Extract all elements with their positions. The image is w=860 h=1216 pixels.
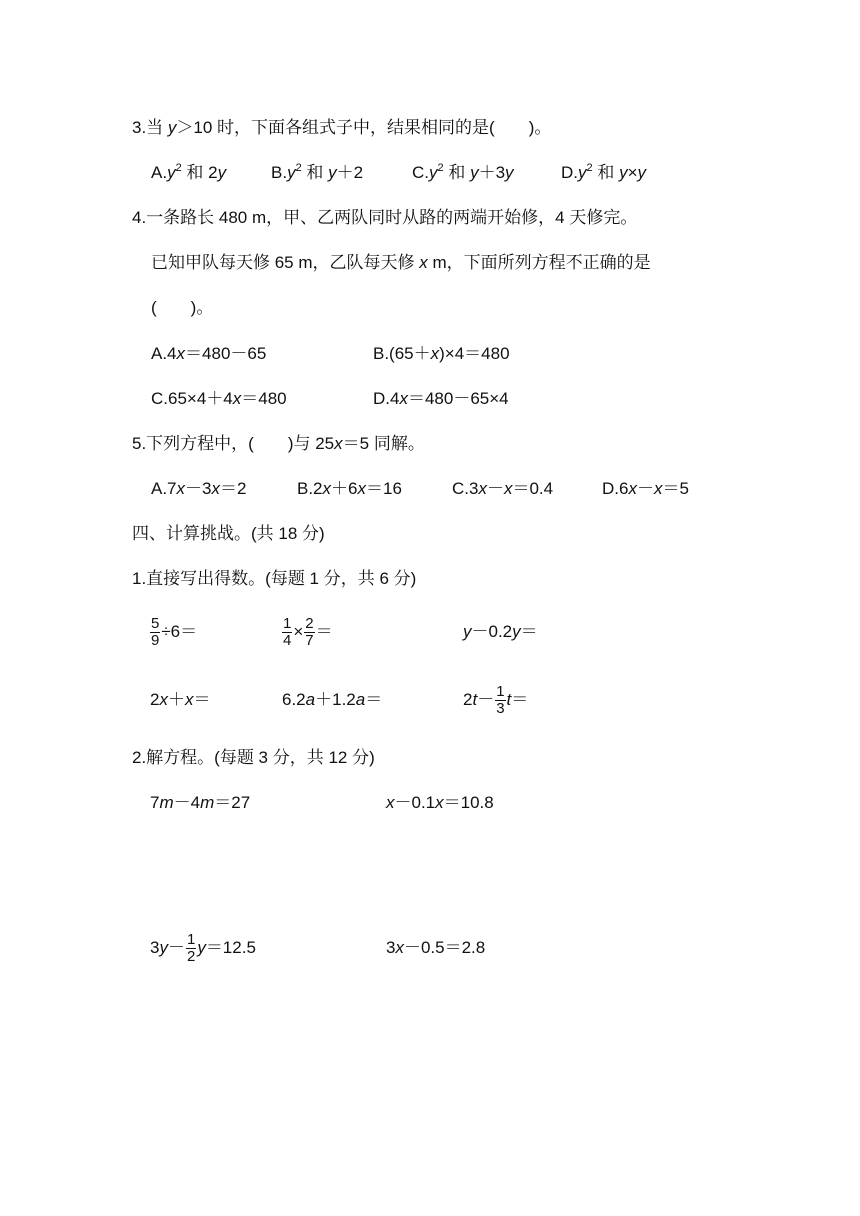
q5-option-a: A.7x－3x＝2 [151,479,247,498]
q3-option-b: $B.y^2$ 和 y＋2 [271,162,364,182]
q4-option-a: A.4x＝480－65 [151,344,267,363]
calc-3: y－0.2y＝ [463,622,538,641]
q4-option-b: B.(65＋x)×4＝480 [373,344,510,363]
sub-1-title: 1.直接写出得数。(每题 1 分，共 6 分) [132,569,417,588]
equation-4: 3x－0.5＝2.8 [386,938,486,957]
q4-line-3: ( )。 [151,298,214,317]
q4-line-1: 4.一条路长 480 m，甲、乙两队同时从路的两端开始修，4 天修完。 [132,208,638,227]
q5-option-b: B.2x＋6x＝16 [297,479,402,498]
calc-2: $\frac{1}{4}$ × $\frac{2}{7}$ ＝ [283,615,333,650]
fraction: $\frac{1}{3}$ [496,683,505,718]
fraction: $\frac{5}{9}$ [151,615,160,650]
sub-2-title: 2.解方程。(每题 3 分，共 12 分) [132,748,375,767]
q5-option-d: D.6x－x＝5 [602,479,689,498]
calc-6: 2t－ $\frac{1}{3}$ t＝ [463,683,529,718]
equation-2: x－0.1x＝10.8 [386,793,494,812]
fraction: $\frac{1}{2}$ [186,931,196,966]
q3-option-d: $D.y^2$ 和 y×y [561,162,647,182]
q3-stem: 3.当 y＞10 时，下面各组式子中，结果相同的是( )。 [132,118,552,137]
q4-option-c: C.65×4＋4x＝480 [151,389,287,408]
q5-option-c: C.3x－x＝0.4 [452,479,554,498]
equation-1: 7m－4m＝27 [150,793,251,812]
q3-option-c: $C.y^2$ 和 y＋3y [412,162,514,182]
fraction: $\frac{1}{4}$ [283,615,292,650]
equation-3: 3y－ $\frac{1}{2}$ y＝12.5 [150,931,256,966]
calc-4: 2x＋x＝ [150,690,211,709]
calc-5: 6.2a＋1.2a＝ [282,690,383,709]
fraction: $\frac{2}{7}$ [305,615,314,650]
q4-option-d: D.4x＝480－65×4 [373,389,509,408]
q3-option-a: $A.y^2$ 和 2y [151,162,227,182]
section-4-title: 四、计算挑战。(共 18 分) [132,524,325,543]
calc-1: $\frac{5}{9}$ ÷6＝ [151,615,198,650]
q5-stem: 5.下列方程中，( )与 25x＝5 同解。 [132,434,425,453]
q4-line-2: 已知甲队每天修 65 m，乙队每天修 x m，下面所列方程不正确的是 [151,253,651,272]
